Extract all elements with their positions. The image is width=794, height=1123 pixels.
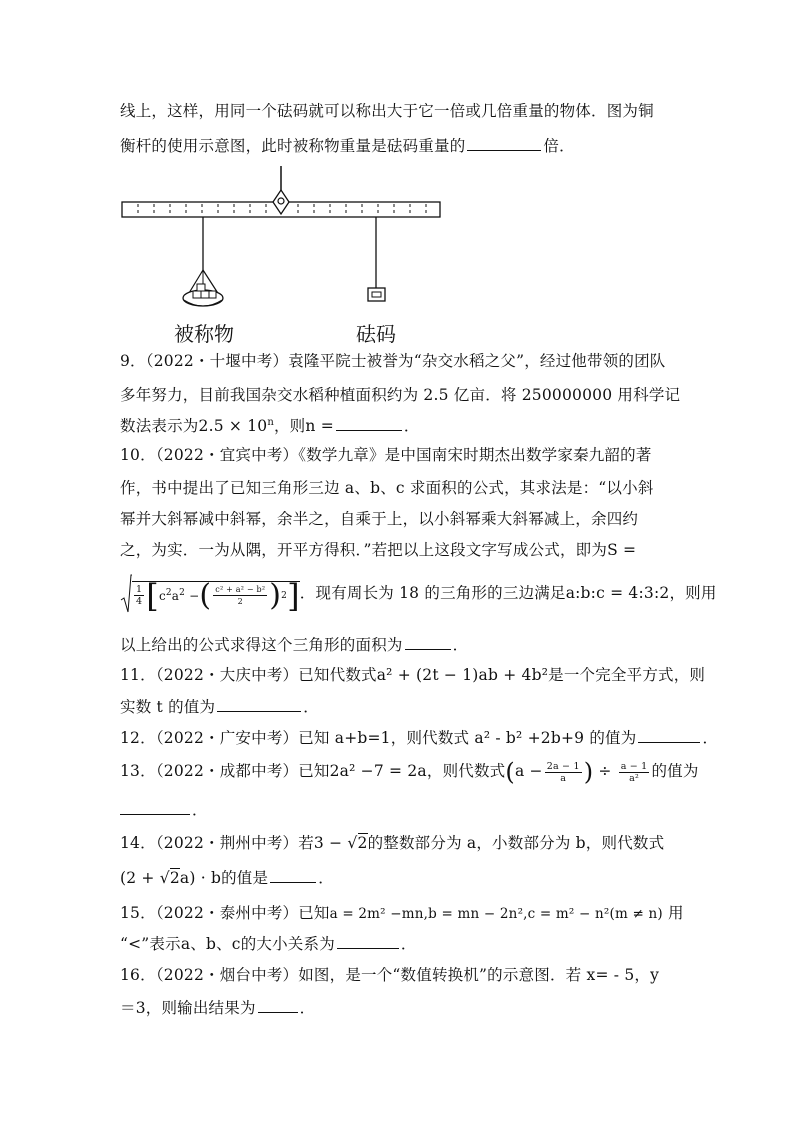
question-10-line: 作，书中提出了已知三角形三边 a、b、c 求面积的公式，其求法是：“以小斜	[120, 479, 654, 497]
question-16-line: 16．（2022・烟台中考）如图，是一个“数值转换机”的示意图．若 x= - 5，y	[120, 966, 660, 984]
answer-blank[interactable]	[258, 996, 298, 1013]
question-12-line: 12．（2022・广安中考）已知 a+b=1，则代数式 a² - b² +2b+9 的值为 ．	[120, 726, 680, 749]
answer-blank[interactable]	[337, 932, 399, 949]
question-15-line: “<”表示a、b、c的大小关系为 ．	[120, 932, 680, 955]
answer-blank[interactable]	[120, 798, 190, 815]
figure-label-object: 被称物	[174, 322, 234, 346]
question-13-line: ．	[120, 798, 680, 821]
question-10-line: 以上给出的公式求得这个三角形的面积为 ．	[120, 633, 680, 656]
question-10-line: 之，为实．一为从隅，开平方得积．”若把以上这段文字写成公式，即为S =	[120, 541, 637, 559]
answer-blank[interactable]	[217, 695, 301, 712]
text-line: 衡杆的使用示意图，此时被称物重量是砝码重量的 倍．	[120, 134, 680, 157]
answer-blank[interactable]	[638, 726, 700, 743]
heron-qin-formula: $\frac{1}{4}$ [ $c^2a^2$ − ( $\frac{\text{c² + a² − b²}}{2}$ ) 2 ]	[120, 574, 300, 614]
text-line: 线上，这样，用同一个砝码就可以称出大于它一倍或几倍重量的物体．图为铜	[120, 102, 654, 120]
answer-blank[interactable]	[336, 414, 402, 431]
answer-blank[interactable]	[467, 134, 541, 151]
answer-blank[interactable]	[405, 633, 451, 650]
question-9-line: 数法表示为$2.5 \times 10^n$，则n = ．	[120, 414, 680, 437]
question-11-line: 11．（2022・大庆中考）已知代数式a² + (2t − 1)ab + 4b²是一个完全平方式，则	[120, 666, 706, 684]
question-10-line: 10．（2022・宜宾中考）《数学九章》是中国南宋时期杰出数学家秦九韶的著	[120, 446, 652, 464]
question-9-line: 多年努力，目前我国杂交水稻种植面积约为 2.5 亿亩．将 250000000 用科学记	[120, 386, 681, 404]
question-16-line: ＝3，则输出结果为 ．	[120, 996, 680, 1019]
question-15-line: 15．（2022・泰州中考）已知a = 2m² −mn,b = mn − 2n²,c = m² − n²(m ≠ n) 用	[120, 904, 684, 922]
question-9-line: 9．（2022・十堰中考）袁隆平院士被誉为“杂交水稻之父”，经过他带领的团队	[120, 352, 666, 370]
question-14-line: 14．（2022・荆州中考）若3 − √2的整数部分为 a，小数部分为 b，则代数式	[120, 834, 665, 852]
answer-blank[interactable]	[270, 866, 316, 883]
figure-label-weight: 砝码	[356, 322, 396, 346]
question-14-line: (2 + √2a) · b的值是 ．	[120, 866, 680, 889]
question-10-formula-line: $\frac{1}{4}$ [ $c^2a^2$ − ( $\frac{\text{c² + a² − b²}}{2}$ ) 2 ] ．现有周长为 18 的三角形的三边满足a:b:c = 4:3:2，则用	[120, 574, 680, 616]
question-10-line: 幂并大斜幂减中斜幂，余半之，自乘于上，以小斜幂乘大斜幂减上，余四约	[120, 510, 639, 528]
question-13-line: 13．（2022・成都中考）已知2a² −7 = 2a，则代数式(a − $\frac{2a - 1}{a}$ ) ÷ $\frac{a - 1}{\text{a²}}$ 的值为	[120, 758, 699, 786]
steelyard-figure	[118, 160, 448, 320]
question-11-line: 实数 t 的值为 ．	[120, 695, 680, 718]
